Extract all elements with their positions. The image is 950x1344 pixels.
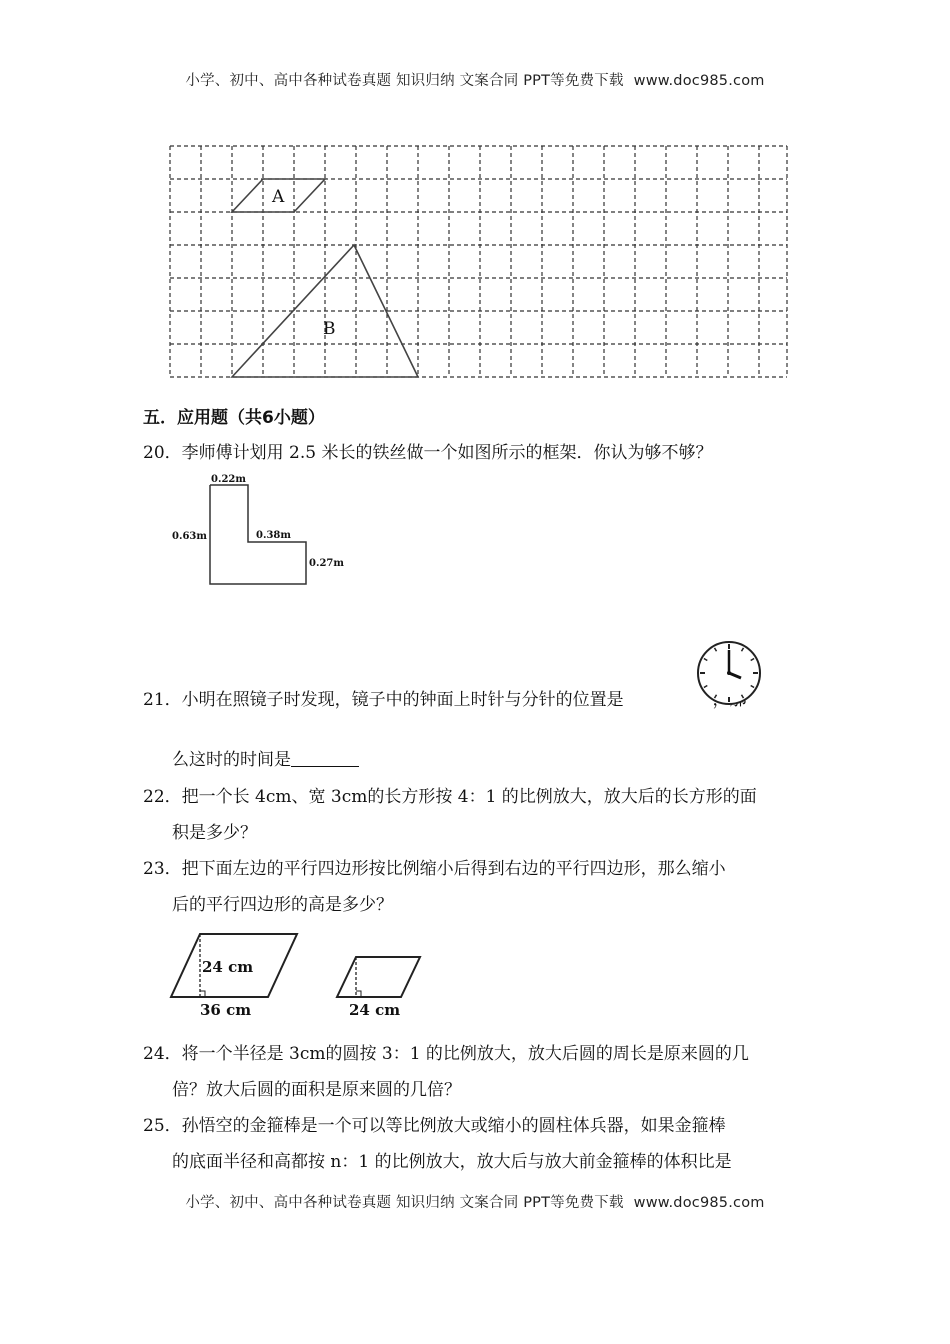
question-25 [143, 1108, 808, 1180]
q25-line2: 的底面半径和高都按 n：1 的比例放大，放大后与放大前金箍棒的体积比是 [172, 1152, 732, 1172]
footer-text: 小学、初中、高中各种试卷真题 知识归纳 文案合同 PPT等免费下载 [185, 1195, 624, 1211]
dashed-grid [170, 146, 787, 377]
question-22 [143, 779, 808, 851]
q23-line2: 后的平行四边形的高是多少？ [172, 895, 393, 915]
q23-parallelograms-figure [162, 925, 432, 1025]
q24-line2: 倍？放大后圆的面积是原来圆的几倍？ [172, 1080, 461, 1100]
dim-0-22m: 0.22m [211, 474, 246, 485]
question-23 [143, 851, 808, 923]
right-base-label: 24 cm [349, 1001, 401, 1019]
label-a: A [272, 187, 285, 207]
dim-0-27m: 0.27m [309, 558, 344, 569]
small-parallelogram [337, 957, 420, 997]
question-21-line2 [143, 742, 808, 778]
footer-url[interactable]: www.doc985.com [633, 1195, 765, 1211]
q21-line2: 么这时的时间是 [172, 750, 291, 770]
q22-line1: 22．把一个长 4cm、宽 3cm的长方形按 4：1 的比例放大，放大后的长方形的面 [143, 787, 757, 807]
section-title: 五．应用题（共6小题） [143, 408, 325, 428]
left-height-label: 24 cm [202, 958, 254, 976]
q21-line1: 21．小明在照镜子时发现，镜子中的钟面上时针与分针的位置是 [143, 690, 624, 710]
label-b: B [323, 319, 336, 339]
page-header [0, 69, 950, 90]
page-footer [0, 1191, 950, 1212]
answer-blank[interactable] [291, 748, 359, 767]
question-24 [143, 1036, 808, 1108]
grid-figure [160, 138, 800, 388]
left-base-label: 36 cm [200, 1001, 252, 1019]
mirror-clock-icon [694, 638, 764, 708]
dim-0-38m: 0.38m [256, 530, 291, 541]
dim-0-63m: 0.63m [172, 531, 207, 542]
q20-text: 20．李师傅计划用 2.5 米长的铁丝做一个如图所示的框架．你认为够不够？ [143, 443, 713, 463]
header-url[interactable]: www.doc985.com [633, 73, 765, 89]
question-20 [143, 435, 808, 471]
q25-line1: 25．孙悟空的金箍棒是一个可以等比例放大或缩小的圆柱体兵器，如果金箍棒 [143, 1116, 726, 1136]
q20-frame-figure [165, 470, 385, 590]
header-text: 小学、初中、高中各种试卷真题 知识归纳 文案合同 PPT等免费下载 [185, 73, 624, 89]
q24-line1: 24．将一个半径是 3cm的圆按 3：1 的比例放大，放大后圆的周长是原来圆的几 [143, 1044, 749, 1064]
q22-line2: 积是多少？ [172, 823, 257, 843]
q23-line1: 23．把下面左边的平行四边形按比例缩小后得到右边的平行四边形，那么缩小 [143, 859, 726, 879]
